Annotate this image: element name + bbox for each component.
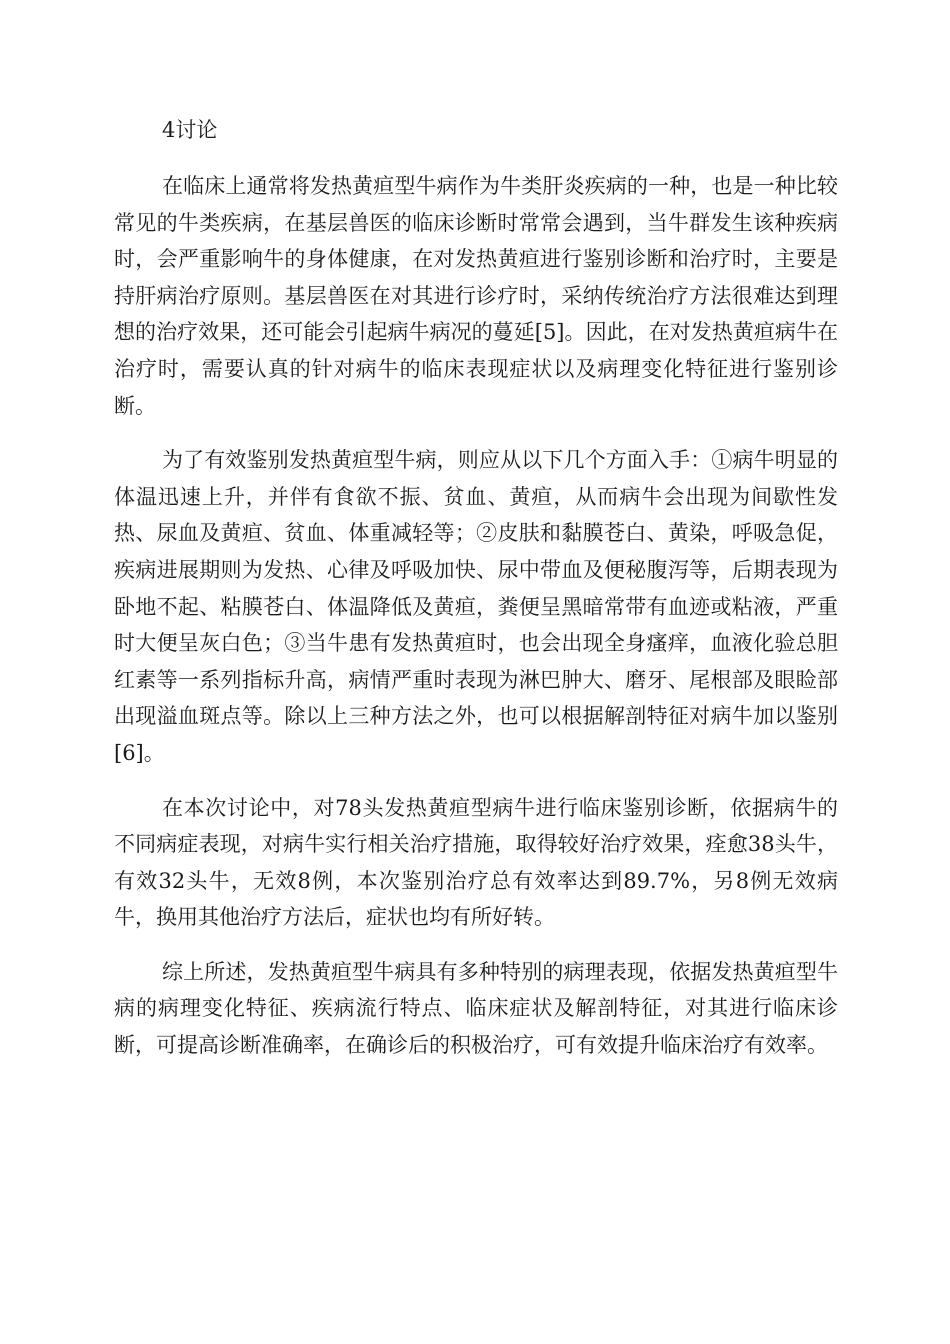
paragraph-3: 在本次讨论中，对78头发热黄疸型病牛进行临床鉴别诊断，依据病牛的不同病症表现，对病牛实行相关治疗措施，取得较好治疗效果，痊愈38头牛，有效32头牛，无效8例，本次鉴别治疗总有效率达到89.7%，另8例无效病牛，换用其他治疗方法后，症状也均有所好转。 xyxy=(114,795,838,930)
section-heading: 4讨论 xyxy=(162,118,218,142)
paragraph-1: 在临床上通常将发热黄疸型牛病作为牛类肝炎疾病的一种，也是一种比较常见的牛类疾病，在基层兽医的临床诊断时常常会遇到，当牛群发生该种疾病时，会严重影响牛的身体健康，在对发热黄疸进行鉴别诊断和治疗时，主要是持肝病治疗原则。基层兽医在对其进行诊疗时，采纳传统治疗方法很难达到理想的治疗效果，还可能会引起病牛病况的蔓延[5]。因此，在对发热黄疸病牛在治疗时，需要认真的针对病牛的临床表现症状以及病理变化特征进行鉴别诊断。 xyxy=(114,174,838,418)
paragraph-4: 综上所述，发热黄疸型牛病具有多种特别的病理表现，依据发热黄疸型牛病的病理变化特征、疾病流行特点、临床症状及解剖特征，对其进行临床诊断，可提高诊断准确率，在确诊后的积极治疗，可有效提升临床治疗有效率。 xyxy=(114,959,838,1058)
paragraph-2: 为了有效鉴别发热黄疸型牛病，则应从以下几个方面入手：①病牛明显的体温迅速上升，并伴有食欲不振、贫血、黄疸，从而病牛会出现为间歇性发热、尿血及黄疸、贫血、体重减轻等；②皮肤和黏膜苍白、黄染，呼吸急促，疾病进展期则为发热、心律及呼吸加快、尿中带血及便秘腹泻等，后期表现为卧地不起、粘膜苍白、体温降低及黄疸，粪便呈黑暗常带有血迹或粘液，严重时大便呈灰白色；③当牛患有发热黄疸时，也会出现全身瘙痒，血液化验总胆红素等一系列指标升高，病情严重时表现为淋巴肿大、磨牙、尾根部及眼睑部出现溢血斑点等。除以上三种方法之外，也可以根据解剖特征对病牛加以鉴别[6]。 xyxy=(114,448,838,765)
document-body xyxy=(114,112,838,1082)
